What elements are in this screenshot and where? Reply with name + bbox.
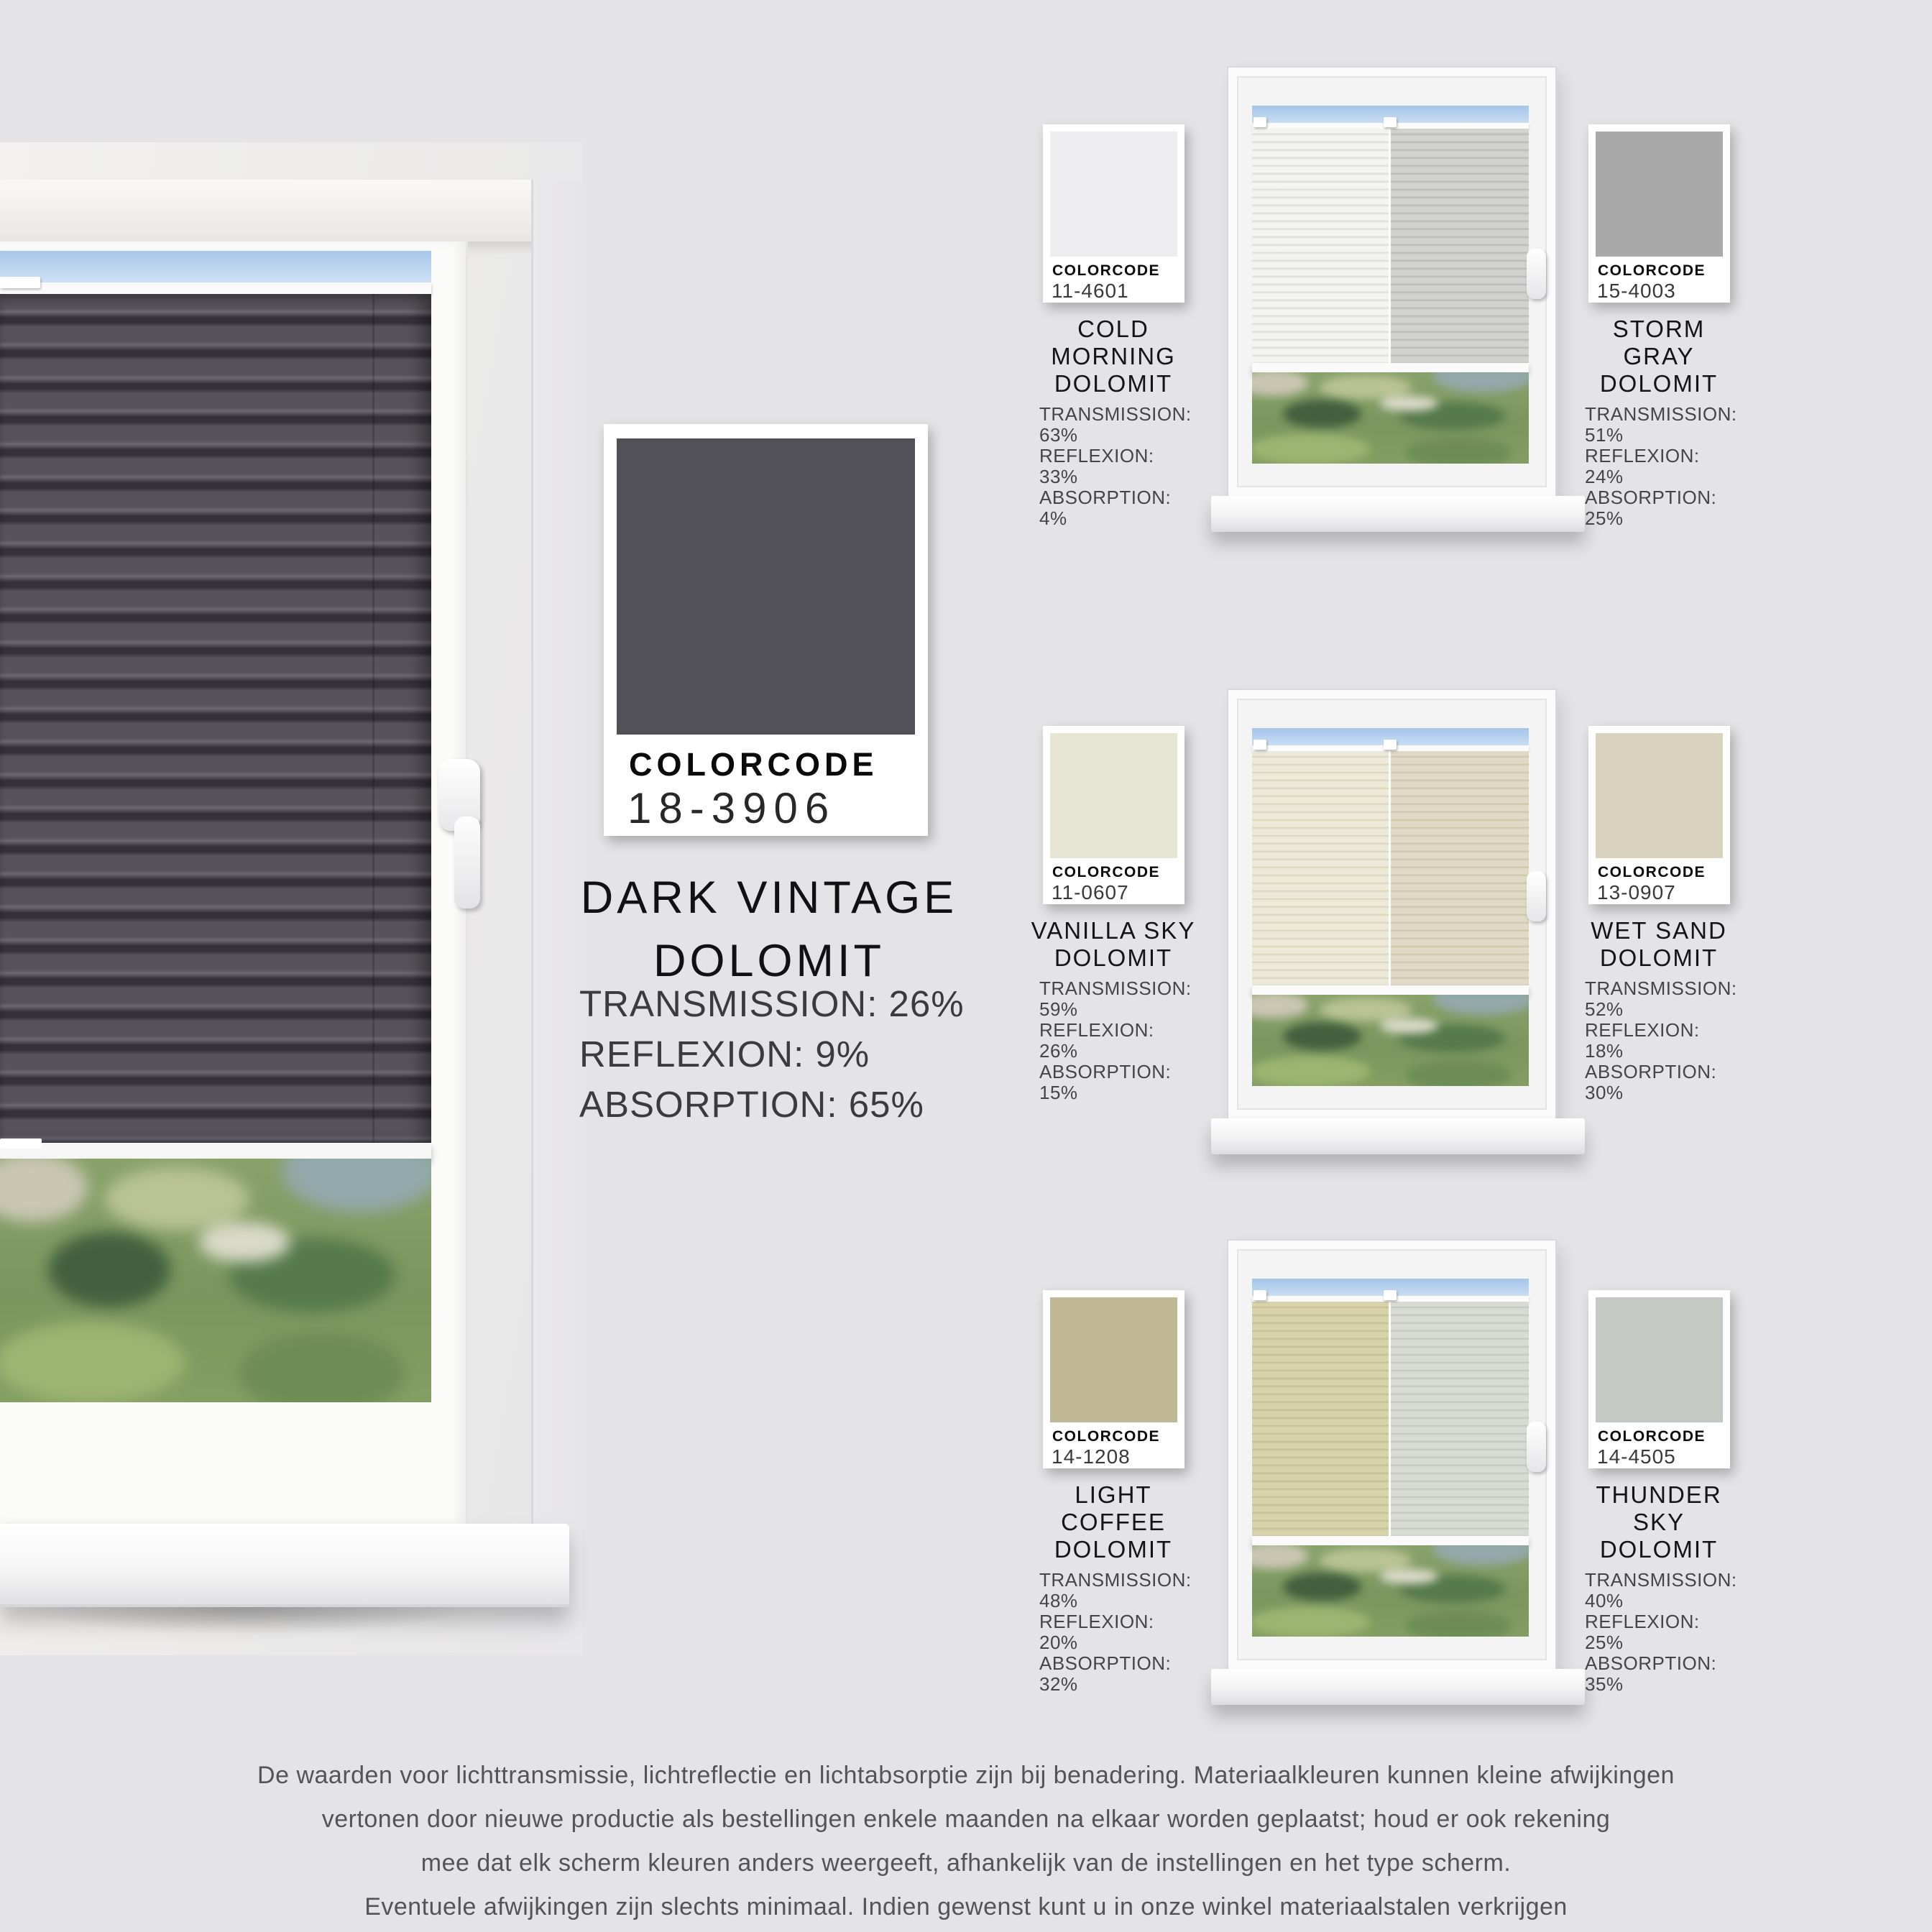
variant-absorption: ABSORPTION: 30% bbox=[1585, 1061, 1717, 1103]
variant-stats bbox=[1576, 978, 1742, 1103]
wall-right bbox=[533, 180, 582, 1524]
blind-tab bbox=[1254, 740, 1266, 750]
variant-name-line2: DOLOMIT bbox=[1054, 370, 1173, 397]
window-view-landscape bbox=[0, 1159, 431, 1402]
variant-reflexion: REFLEXION: 20% bbox=[1039, 1611, 1154, 1653]
variant-name-line2: DOLOMIT bbox=[1599, 1536, 1719, 1563]
pleats bbox=[1252, 751, 1389, 985]
variant-name bbox=[1576, 316, 1742, 397]
color-swatch bbox=[1050, 733, 1177, 858]
variant-stats bbox=[1576, 1570, 1742, 1695]
colorcode-label: COLORCODE bbox=[1052, 262, 1160, 279]
colorcode-label: COLORCODE bbox=[1052, 1428, 1160, 1445]
variant-info-storm-gray bbox=[1576, 316, 1742, 529]
colorcode-value: 14-4505 bbox=[1597, 1445, 1676, 1468]
blind-mount-tab bbox=[0, 277, 40, 288]
blind-half-wet-sand bbox=[1389, 745, 1529, 985]
variant-reflexion: REFLEXION: 33% bbox=[1039, 445, 1154, 487]
blind-top-rail bbox=[1252, 123, 1389, 129]
colorcode-label: COLORCODE bbox=[629, 746, 878, 783]
color-swatch bbox=[1050, 132, 1177, 257]
variant-name bbox=[1031, 316, 1196, 397]
variant-transmission: TRANSMISSION: 63% bbox=[1039, 403, 1192, 446]
colorcode-value: 11-0607 bbox=[1052, 881, 1129, 903]
variant-stats bbox=[1031, 978, 1196, 1103]
variant-name-line1: COLD MORNING bbox=[1051, 316, 1176, 369]
swatch-card-light-coffee bbox=[1043, 1290, 1184, 1468]
variant-transmission: TRANSMISSION: 51% bbox=[1585, 403, 1737, 446]
blind-top-rail bbox=[1252, 1296, 1389, 1302]
variant-name bbox=[1576, 917, 1742, 972]
blind-half-thunder-sky bbox=[1389, 1296, 1529, 1536]
variant-reflexion: REFLEXION: 25% bbox=[1585, 1611, 1700, 1653]
blind-half-vanilla-sky bbox=[1252, 745, 1389, 985]
windowsill bbox=[1211, 1118, 1585, 1154]
variant-name bbox=[1031, 1481, 1196, 1563]
disclaimer-line: vertonen door nieuwe productie als bestellingen enkele maanden na elkaar worden geplaatst; houd er ook rekening bbox=[321, 1806, 1611, 1833]
window-view-landscape bbox=[1252, 995, 1529, 1086]
variant-stats bbox=[1031, 1570, 1196, 1695]
window-view-landscape bbox=[1252, 1545, 1529, 1637]
main-product-stats bbox=[579, 979, 965, 1130]
blind-tab bbox=[1254, 117, 1266, 127]
windowsill bbox=[0, 1524, 569, 1607]
variant-name-line1: LIGHT COFFEE bbox=[1061, 1481, 1166, 1535]
windowsill-shadow bbox=[0, 1607, 546, 1644]
color-swatch bbox=[1596, 733, 1723, 858]
variant-absorption: ABSORPTION: 4% bbox=[1039, 487, 1172, 529]
swatch-card-wet-sand bbox=[1588, 726, 1730, 904]
variant-name bbox=[1576, 1481, 1742, 1563]
variant-info-wet-sand bbox=[1576, 917, 1742, 1103]
pleats bbox=[1391, 751, 1529, 985]
colorcode-label: COLORCODE bbox=[1052, 864, 1160, 880]
blind-top-rail bbox=[1391, 745, 1529, 751]
blind-half-storm-gray bbox=[1389, 123, 1529, 363]
windowsill bbox=[1211, 496, 1585, 532]
disclaimer-line: Eventuele afwijkingen zijn slechts minimaal. Indien gewenst kunt u in onze winkel materiaalstalen verkrijgen bbox=[364, 1893, 1568, 1920]
swatch-card-storm-gray bbox=[1588, 124, 1730, 303]
variant-name-line2: DOLOMIT bbox=[1599, 944, 1719, 971]
window-render-vanilla-sky-wet-sand bbox=[1227, 689, 1557, 1120]
variant-absorption: ABSORPTION: 15% bbox=[1039, 1061, 1172, 1103]
swatch-card-vanilla-sky bbox=[1043, 726, 1184, 904]
landscape-art bbox=[1252, 372, 1529, 464]
blind-top-rail bbox=[1391, 1296, 1529, 1302]
disclaimer-line: De waarden voor lichttransmissie, lichtreflectie en lichtabsorptie zijn bij benadering. Materiaalkleuren kunnen kleine afwijkingen bbox=[257, 1762, 1675, 1789]
window-opening bbox=[1252, 728, 1529, 1086]
wall-molding bbox=[0, 180, 538, 242]
window-render-light-coffee-thunder-sky bbox=[1227, 1239, 1557, 1670]
variant-name-line1: STORM GRAY bbox=[1612, 316, 1706, 369]
landscape-art bbox=[1252, 995, 1529, 1086]
variant-info-thunder-sky bbox=[1576, 1481, 1742, 1695]
colorcode-value: 13-0907 bbox=[1597, 881, 1676, 903]
main-absorption: ABSORPTION: 65% bbox=[579, 1084, 924, 1125]
blind-half-light-coffee bbox=[1252, 1296, 1389, 1536]
window-handle bbox=[1527, 871, 1546, 921]
variant-transmission: TRANSMISSION: 52% bbox=[1585, 978, 1737, 1020]
variant-reflexion: REFLEXION: 26% bbox=[1039, 1019, 1154, 1062]
color-swatch bbox=[1596, 1297, 1723, 1422]
colorcode-label: COLORCODE bbox=[1598, 864, 1706, 880]
variant-absorption: ABSORPTION: 25% bbox=[1585, 487, 1717, 529]
blind-bottom-rail bbox=[0, 1143, 431, 1159]
landscape-art bbox=[0, 1159, 431, 1402]
pleats bbox=[1252, 129, 1389, 363]
blind-top-rail bbox=[1391, 123, 1529, 129]
blind-bottom-tab bbox=[0, 1138, 42, 1149]
variant-transmission: TRANSMISSION: 59% bbox=[1039, 978, 1192, 1020]
colorcode-value: 11-4601 bbox=[1052, 280, 1129, 302]
colorcode-value: 14-1208 bbox=[1052, 1445, 1131, 1468]
blind-half-cold-morning bbox=[1252, 123, 1389, 363]
windowsill bbox=[1211, 1669, 1585, 1705]
variant-name bbox=[1031, 917, 1196, 972]
color-swatch bbox=[1050, 1297, 1177, 1422]
main-color-swatch bbox=[617, 438, 915, 735]
sky-strip bbox=[0, 251, 431, 282]
variant-absorption: ABSORPTION: 35% bbox=[1585, 1652, 1717, 1695]
pleats bbox=[1391, 1302, 1529, 1536]
window-opening bbox=[1252, 1279, 1529, 1637]
pleats bbox=[1391, 129, 1529, 363]
blind-tab bbox=[1254, 1290, 1266, 1300]
variant-absorption: ABSORPTION: 32% bbox=[1039, 1652, 1172, 1695]
variant-transmission: TRANSMISSION: 48% bbox=[1039, 1569, 1192, 1611]
blind-top-rail bbox=[1252, 745, 1389, 751]
pleated-blind-dark-vintage bbox=[0, 294, 431, 1143]
blind-bottom-rail bbox=[1252, 985, 1529, 995]
variant-reflexion: REFLEXION: 24% bbox=[1585, 445, 1700, 487]
main-color-card bbox=[604, 424, 928, 836]
disclaimer-line: mee dat elk scherm kleuren anders weergeeft, afhankelijk van de instellingen en het type scherm. bbox=[420, 1849, 1512, 1877]
colorcode-label: COLORCODE bbox=[1598, 262, 1706, 279]
main-product-name-line2: DOLOMIT bbox=[653, 936, 885, 986]
pleats bbox=[1252, 1302, 1389, 1536]
variant-transmission: TRANSMISSION: 40% bbox=[1585, 1569, 1737, 1611]
variant-info-vanilla-sky bbox=[1031, 917, 1196, 1103]
colorcode-value: 15-4003 bbox=[1597, 280, 1676, 302]
window-frame bbox=[0, 242, 468, 1524]
variant-name-line1: THUNDER SKY bbox=[1596, 1481, 1722, 1535]
swatch-card-cold-morning bbox=[1043, 124, 1184, 303]
landscape-art bbox=[1252, 1545, 1529, 1637]
variant-name-line2: DOLOMIT bbox=[1054, 1536, 1173, 1563]
main-reflexion: REFLEXION: 9% bbox=[579, 1034, 870, 1075]
main-transmission: TRANSMISSION: 26% bbox=[579, 983, 965, 1024]
window-render-cold-morning-storm-gray bbox=[1227, 66, 1557, 497]
window-handle bbox=[1527, 1422, 1546, 1472]
window-opening bbox=[0, 251, 431, 1402]
main-product-name-line1: DARK VINTAGE bbox=[580, 873, 958, 923]
variant-info-light-coffee bbox=[1031, 1481, 1196, 1695]
variant-stats bbox=[1576, 404, 1742, 529]
variant-name-line1: WET SAND bbox=[1591, 917, 1727, 944]
variant-info-cold-morning bbox=[1031, 316, 1196, 529]
colorcode-value: 18-3906 bbox=[627, 784, 837, 832]
window-handle-shaft bbox=[454, 816, 480, 908]
variant-name-line1: VANILLA SKY bbox=[1031, 917, 1196, 944]
blind-tab bbox=[1384, 117, 1397, 127]
blind-tab bbox=[1384, 740, 1397, 750]
variant-stats bbox=[1031, 404, 1196, 529]
swatch-card-thunder-sky bbox=[1588, 1290, 1730, 1468]
blind-bottom-rail bbox=[1252, 363, 1529, 372]
color-swatch bbox=[1596, 132, 1723, 257]
window-handle bbox=[1527, 249, 1546, 299]
blind-bottom-rail bbox=[1252, 1536, 1529, 1545]
blind-tab bbox=[1384, 1290, 1397, 1300]
variant-name-line2: DOLOMIT bbox=[1054, 944, 1173, 971]
disclaimer-paragraph bbox=[211, 1754, 1721, 1929]
window-opening bbox=[1252, 106, 1529, 464]
variant-reflexion: REFLEXION: 18% bbox=[1585, 1019, 1700, 1062]
variant-name-line2: DOLOMIT bbox=[1599, 370, 1719, 397]
blind-top-rail bbox=[0, 282, 431, 294]
product-photo-dark-vintage bbox=[0, 142, 582, 1655]
window-view-landscape bbox=[1252, 372, 1529, 464]
colorcode-label: COLORCODE bbox=[1598, 1428, 1706, 1445]
blind-seam bbox=[372, 294, 374, 1143]
main-product-name bbox=[568, 866, 970, 993]
